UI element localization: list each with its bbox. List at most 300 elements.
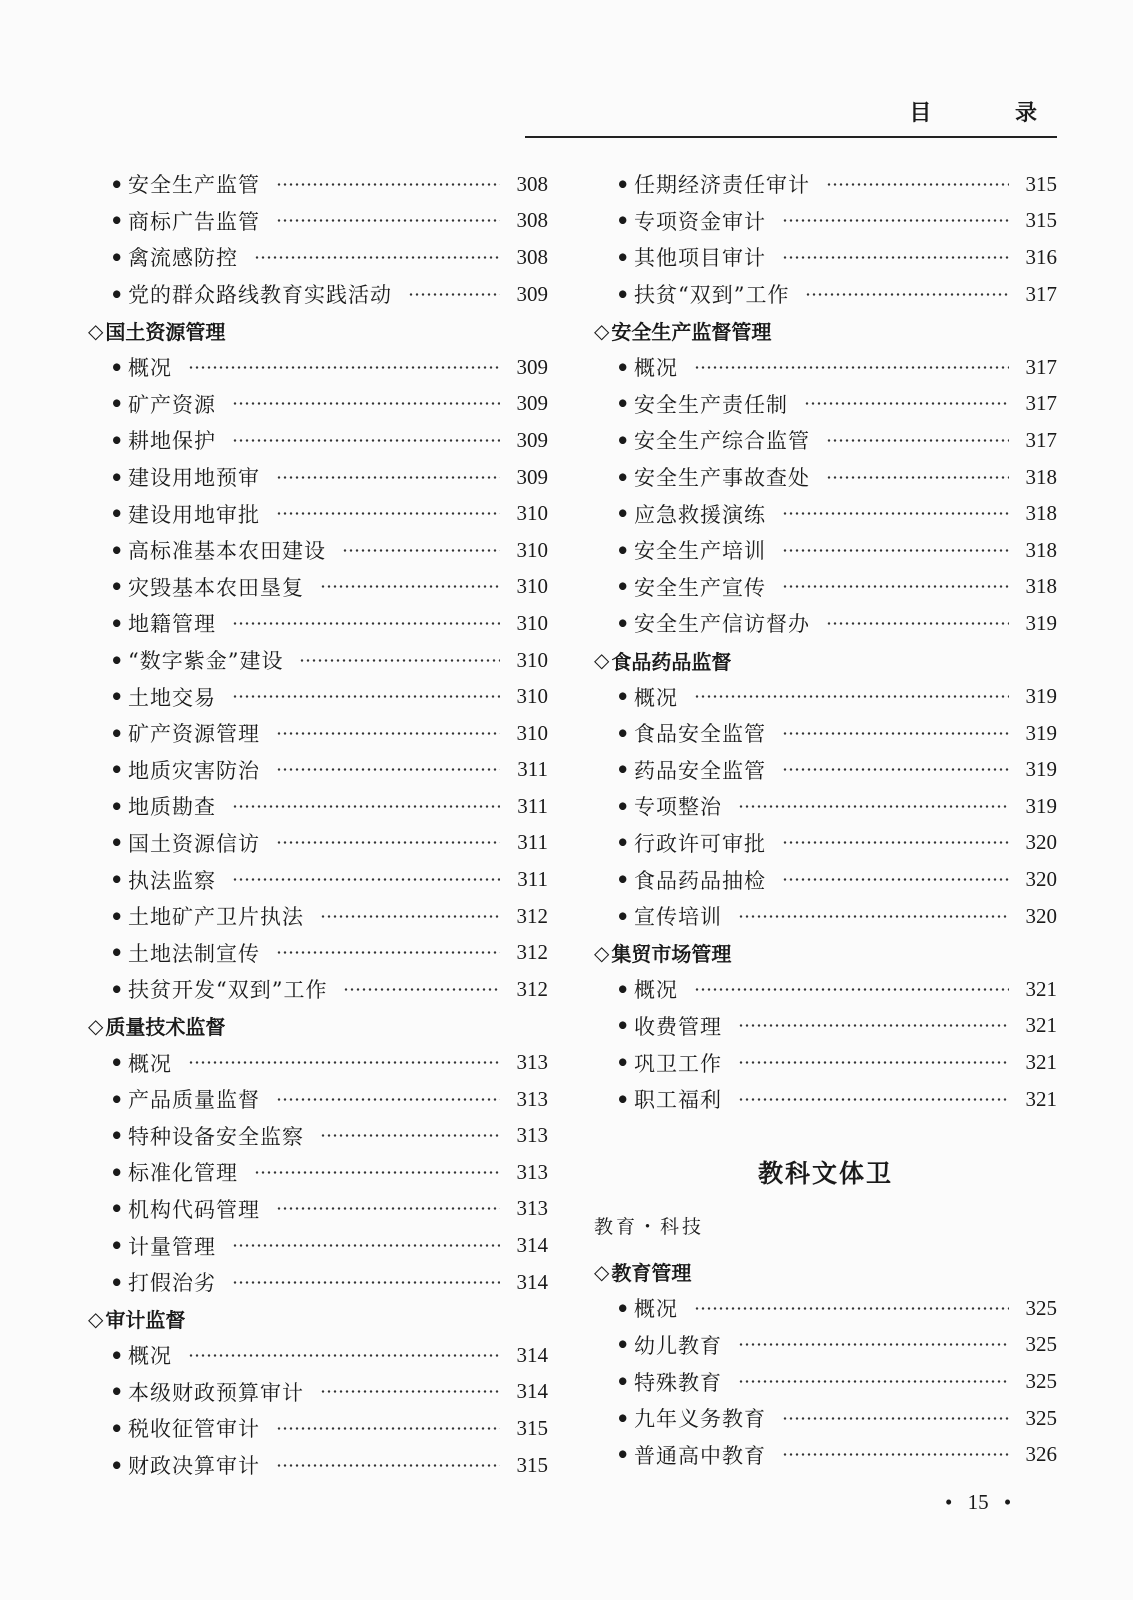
- toc-section-heading[interactable]: [88, 312, 548, 349]
- toc-entry-title: 应急救援演练: [634, 502, 766, 527]
- bullet-marker: •: [110, 1086, 124, 1112]
- bullet-marker: •: [110, 976, 124, 1002]
- toc-section-heading[interactable]: [88, 1300, 548, 1337]
- dot-leader: [232, 805, 500, 808]
- bullet-marker: •: [110, 867, 124, 893]
- dot-leader: [694, 1307, 1009, 1310]
- dot-leader: [232, 695, 500, 698]
- toc-page-number: 310: [516, 501, 548, 526]
- toc-entry[interactable]: [594, 752, 1057, 789]
- toc-entry[interactable]: [594, 1327, 1057, 1364]
- bullet-marker: •: [110, 1123, 124, 1149]
- dot-leader: [782, 256, 1009, 259]
- toc-entry[interactable]: [594, 495, 1057, 532]
- toc-entry-title: 禽流感防控: [128, 246, 238, 271]
- toc-page-number: 309: [516, 427, 548, 452]
- toc-entry[interactable]: [594, 459, 1057, 496]
- bullet-marker: •: [110, 1452, 124, 1478]
- toc-entry[interactable]: [88, 825, 548, 862]
- toc-entry-title: 高标准基本农田建设: [128, 539, 326, 564]
- diamond-icon: ◇: [594, 940, 610, 965]
- toc-page-number: 309: [516, 354, 548, 379]
- toc-page-number: 319: [1025, 793, 1057, 818]
- bullet-marker: •: [110, 244, 124, 270]
- toc-entry[interactable]: [88, 349, 548, 386]
- toc-entry-title: 安全生产信访督办: [634, 612, 810, 637]
- toc-entry[interactable]: [88, 642, 548, 679]
- bullet-marker: •: [110, 501, 124, 527]
- toc-entry-title: 安全生产监管: [128, 173, 260, 198]
- toc-page-number: 308: [516, 171, 548, 196]
- diamond-icon: ◇: [594, 318, 610, 343]
- dot-leader: [276, 1207, 500, 1210]
- toc-page-number: 317: [1025, 391, 1057, 416]
- dot-leader: [320, 585, 500, 588]
- bullet-marker: •: [110, 793, 124, 819]
- dot-leader: [782, 768, 1009, 771]
- toc-page-number: 311: [517, 830, 548, 855]
- toc-entry-title: 职工福利: [634, 1088, 722, 1113]
- toc-page-number: 319: [1025, 610, 1057, 635]
- toc-page-number: 313: [516, 1196, 548, 1221]
- toc-entry[interactable]: [594, 569, 1057, 606]
- bullet-marker: •: [616, 354, 630, 380]
- toc-page-number: 311: [517, 757, 548, 782]
- footer-mark-right: •: [1003, 1490, 1012, 1514]
- dot-leader: [276, 1098, 500, 1101]
- toc-page-number: 315: [516, 1415, 548, 1440]
- bullet-marker: •: [110, 830, 124, 856]
- toc-entry[interactable]: [88, 605, 548, 642]
- dot-leader: [826, 183, 1009, 186]
- toc-entry-title: 巩卫工作: [634, 1051, 722, 1076]
- toc-entry[interactable]: [88, 1154, 548, 1191]
- dot-leader: [782, 878, 1009, 881]
- toc-page-number: 318: [1025, 537, 1057, 562]
- toc-entry-title: 特殊教育: [634, 1370, 722, 1395]
- bullet-marker: •: [616, 208, 630, 234]
- toc-entry[interactable]: [594, 1400, 1057, 1437]
- toc-right-column: [594, 166, 1057, 1473]
- bullet-marker: •: [110, 208, 124, 234]
- toc-entry[interactable]: [594, 532, 1057, 569]
- toc-entry-title: 特种设备安全监察: [128, 1124, 304, 1149]
- diamond-icon: ◇: [594, 1259, 610, 1284]
- toc-entry-title: 本级财政预算审计: [128, 1380, 304, 1405]
- bullet-marker: •: [110, 647, 124, 673]
- toc-page-number: 310: [516, 537, 548, 562]
- toc-page-number: 317: [1025, 427, 1057, 452]
- toc-page-number: 308: [516, 244, 548, 269]
- toc-entry[interactable]: [88, 1410, 548, 1447]
- dot-leader: [320, 1390, 500, 1393]
- toc-entry-title: 灾毁基本农田垦复: [128, 575, 304, 600]
- header-title: 目 录: [909, 101, 1075, 126]
- toc-page-number: 313: [516, 1086, 548, 1111]
- toc-page-number: 316: [1025, 244, 1057, 269]
- toc-entry[interactable]: [88, 934, 548, 971]
- toc-entry[interactable]: [88, 569, 548, 606]
- bullet-marker: •: [616, 1013, 630, 1039]
- dot-leader: [320, 1134, 500, 1137]
- toc-entry-title: 专项资金审计: [634, 209, 766, 234]
- bullet-marker: •: [110, 610, 124, 636]
- dot-leader: [738, 1024, 1009, 1027]
- toc-entry[interactable]: [594, 605, 1057, 642]
- bullet-marker: •: [110, 1415, 124, 1441]
- toc-entry[interactable]: [594, 1081, 1057, 1118]
- toc-entry[interactable]: [88, 715, 548, 752]
- toc-entry-title: 任期经济责任审计: [634, 173, 810, 198]
- toc-entry[interactable]: [88, 898, 548, 935]
- toc-entry-title: 概况: [634, 685, 678, 710]
- bullet-marker: •: [616, 1405, 630, 1431]
- diamond-icon: ◇: [88, 1306, 104, 1331]
- toc-entry[interactable]: [594, 1008, 1057, 1045]
- toc-entry-title: 扶贫开发“双到”工作: [128, 978, 328, 1003]
- toc-page-number: 312: [516, 940, 548, 965]
- dot-leader: [254, 256, 500, 259]
- bullet-marker: •: [616, 171, 630, 197]
- dot-leader: [738, 1098, 1009, 1101]
- toc-entry[interactable]: [594, 861, 1057, 898]
- toc-page-number: 325: [1025, 1332, 1057, 1357]
- toc-page-number: 312: [516, 976, 548, 1001]
- toc-entry[interactable]: [88, 788, 548, 825]
- bullet-marker: •: [616, 1050, 630, 1076]
- dot-leader: [694, 366, 1009, 369]
- toc-section-title: 教育管理: [611, 1261, 692, 1286]
- toc-page-number: 318: [1025, 501, 1057, 526]
- toc-entry[interactable]: [88, 678, 548, 715]
- dot-leader: [826, 439, 1009, 442]
- toc-page-number: 319: [1025, 720, 1057, 745]
- bullet-marker: •: [110, 427, 124, 453]
- toc-page-number: 320: [1025, 867, 1057, 892]
- toc-page-number: 309: [516, 464, 548, 489]
- dot-leader: [804, 402, 1009, 405]
- toc-page-number: 325: [1025, 1369, 1057, 1394]
- dot-leader: [276, 1464, 500, 1467]
- bullet-marker: •: [616, 391, 630, 417]
- toc-page-number: 314: [516, 1269, 548, 1294]
- toc-entry-title: 食品安全监管: [634, 722, 766, 747]
- toc-entry-title: 产品质量监督: [128, 1088, 260, 1113]
- toc-entry-title: “数字紫金”建设: [128, 649, 284, 674]
- toc-entry[interactable]: [88, 276, 548, 313]
- bullet-marker: •: [616, 1332, 630, 1358]
- toc-entry-title: 税收征管审计: [128, 1417, 260, 1442]
- bullet-marker: •: [616, 537, 630, 563]
- footer-mark-left: •: [945, 1490, 953, 1514]
- toc-entry-title: 执法监察: [128, 868, 216, 893]
- toc-entry-title: 普通高中教育: [634, 1443, 766, 1468]
- bullet-marker: •: [110, 757, 124, 783]
- toc-entry-title: 九年义务教育: [634, 1407, 766, 1432]
- toc-entry-title: 安全生产培训: [634, 539, 766, 564]
- dot-leader: [276, 1427, 500, 1430]
- dot-leader: [782, 219, 1009, 222]
- toc-entry-title: 财政决算审计: [128, 1454, 260, 1479]
- dot-leader: [738, 805, 1009, 808]
- toc-entry[interactable]: [88, 752, 548, 789]
- toc-entry-title: 安全生产宣传: [634, 575, 766, 600]
- bullet-marker: •: [110, 720, 124, 746]
- toc-entry-title: 概况: [634, 356, 678, 381]
- dot-leader: [782, 549, 1009, 552]
- toc-entry-title: 概况: [128, 1051, 172, 1076]
- toc-page-number: 314: [516, 1233, 548, 1258]
- bullet-marker: •: [110, 171, 124, 197]
- dot-leader: [782, 512, 1009, 515]
- toc-page-number: 311: [517, 793, 548, 818]
- toc-entry[interactable]: [88, 239, 548, 276]
- toc-section-heading[interactable]: [88, 1008, 548, 1045]
- toc-entry-title: 地籍管理: [128, 612, 216, 637]
- toc-entry[interactable]: [594, 1044, 1057, 1081]
- toc-section-title: 食品药品监督: [611, 649, 732, 674]
- dot-leader: [232, 402, 500, 405]
- dot-leader: [188, 1061, 500, 1064]
- dot-leader: [782, 841, 1009, 844]
- bullet-marker: •: [616, 281, 630, 307]
- bullet-marker: •: [110, 1379, 124, 1405]
- toc-entry[interactable]: [594, 386, 1057, 423]
- toc-entry-title: 安全生产事故查处: [634, 466, 810, 491]
- toc-entry[interactable]: [88, 1374, 548, 1411]
- toc-section-heading[interactable]: [594, 934, 1057, 971]
- dot-leader: [342, 549, 500, 552]
- toc-entry-title: 概况: [634, 978, 678, 1003]
- toc-entry-title: 机构代码管理: [128, 1197, 260, 1222]
- toc-entry[interactable]: [88, 1227, 548, 1264]
- toc-entry[interactable]: [88, 203, 548, 240]
- page-header: [525, 92, 1075, 138]
- toc-page-number: 314: [516, 1379, 548, 1404]
- bullet-marker: •: [110, 1233, 124, 1259]
- bullet-marker: •: [616, 793, 630, 819]
- bullet-marker: •: [616, 427, 630, 453]
- dot-leader: [276, 183, 500, 186]
- bullet-marker: •: [616, 720, 630, 746]
- toc-entry[interactable]: [594, 1363, 1057, 1400]
- toc-page-number: 312: [516, 903, 548, 928]
- toc-subpart-title: 教育・科技: [594, 1215, 705, 1238]
- toc-entry-title: 宣传培训: [634, 905, 722, 930]
- toc-entry-title: 矿产资源: [128, 392, 216, 417]
- toc-section-title: 审计监督: [105, 1308, 186, 1333]
- bullet-marker: •: [616, 1442, 630, 1468]
- toc-entry[interactable]: [88, 1044, 548, 1081]
- toc-section-title: 集贸市场管理: [611, 942, 732, 967]
- toc-entry[interactable]: [88, 1081, 548, 1118]
- toc-entry[interactable]: [88, 422, 548, 459]
- toc-entry-title: 概况: [634, 1297, 678, 1322]
- toc-entry-title: 耕地保护: [128, 429, 216, 454]
- toc-page-number: 321: [1025, 976, 1057, 1001]
- dot-leader: [826, 622, 1009, 625]
- toc-page-number: 310: [516, 610, 548, 635]
- toc-part-title: 教科文体卫: [757, 1159, 893, 1189]
- toc-page-number: 321: [1025, 1050, 1057, 1075]
- dot-leader: [408, 293, 500, 296]
- toc-section-heading[interactable]: [594, 1253, 1057, 1290]
- toc-entry[interactable]: [594, 276, 1057, 313]
- dot-leader: [232, 439, 500, 442]
- toc-page-number: 314: [516, 1342, 548, 1367]
- dot-leader: [738, 1380, 1009, 1383]
- toc-page-number: 318: [1025, 574, 1057, 599]
- toc-page-number: 320: [1025, 830, 1057, 855]
- toc-entry-title: 土地法制宣传: [128, 941, 260, 966]
- bullet-marker: •: [616, 244, 630, 270]
- toc-page-number: 320: [1025, 903, 1057, 928]
- toc-entry[interactable]: [594, 825, 1057, 862]
- dot-leader: [232, 878, 500, 881]
- toc-entry[interactable]: [594, 715, 1057, 752]
- toc-entry[interactable]: [88, 386, 548, 423]
- toc-entry[interactable]: [594, 971, 1057, 1008]
- toc-entry[interactable]: [88, 971, 548, 1008]
- toc-section-title: 国土资源管理: [105, 320, 226, 345]
- dot-leader: [782, 585, 1009, 588]
- toc-entry-title: 土地交易: [128, 685, 216, 710]
- toc-spacer: [594, 1117, 1057, 1147]
- bullet-marker: •: [616, 574, 630, 600]
- toc-entry-title: 计量管理: [128, 1234, 216, 1259]
- toc-entry[interactable]: [594, 239, 1057, 276]
- bullet-marker: •: [110, 940, 124, 966]
- toc-entry-title: 商标广告监管: [128, 209, 260, 234]
- dot-leader: [254, 1171, 500, 1174]
- bullet-marker: •: [110, 537, 124, 563]
- toc-page-number: 310: [516, 574, 548, 599]
- bullet-marker: •: [616, 976, 630, 1002]
- toc-entry[interactable]: [88, 532, 548, 569]
- toc-section-title: 安全生产监督管理: [611, 320, 772, 345]
- page-number: 15: [967, 1490, 989, 1514]
- dot-leader: [343, 988, 500, 991]
- bullet-marker: •: [616, 501, 630, 527]
- toc-page-number: 318: [1025, 464, 1057, 489]
- toc-entry[interactable]: [88, 861, 548, 898]
- diamond-icon: ◇: [88, 1013, 104, 1038]
- toc-entry-title: 食品药品抽检: [634, 868, 766, 893]
- toc-entry[interactable]: [88, 1447, 548, 1484]
- bullet-marker: •: [110, 684, 124, 710]
- toc-entry[interactable]: [594, 898, 1057, 935]
- toc-entry[interactable]: [594, 203, 1057, 240]
- toc-page-number: 310: [516, 720, 548, 745]
- dot-leader: [738, 1061, 1009, 1064]
- bullet-marker: •: [616, 464, 630, 490]
- toc-entry-title: 建设用地审批: [128, 502, 260, 527]
- dot-leader: [299, 659, 500, 662]
- toc-page-number: 319: [1025, 757, 1057, 782]
- dot-leader: [276, 768, 500, 771]
- toc-entry[interactable]: [88, 1337, 548, 1374]
- dot-leader: [232, 1281, 500, 1284]
- toc-entry-title: 概况: [128, 1344, 172, 1369]
- toc-entry-title: 地质勘查: [128, 795, 216, 820]
- toc-entry[interactable]: [594, 1290, 1057, 1327]
- dot-leader: [232, 1244, 500, 1247]
- toc-page-number: 315: [516, 1452, 548, 1477]
- bullet-marker: •: [110, 281, 124, 307]
- toc-page-number: 315: [1025, 171, 1057, 196]
- toc-page-number: 315: [1025, 208, 1057, 233]
- dot-leader: [782, 1453, 1009, 1456]
- bullet-marker: •: [616, 1295, 630, 1321]
- toc-entry[interactable]: [594, 166, 1057, 203]
- toc-entry[interactable]: [88, 459, 548, 496]
- dot-leader: [782, 732, 1009, 735]
- toc-left-column: [88, 166, 548, 1483]
- bullet-marker: •: [110, 1269, 124, 1295]
- bullet-marker: •: [110, 1342, 124, 1368]
- toc-page-number: 326: [1025, 1442, 1057, 1467]
- toc-entry[interactable]: [594, 788, 1057, 825]
- dot-leader: [276, 476, 500, 479]
- dot-leader: [694, 695, 1009, 698]
- toc-entry-title: 收费管理: [634, 1014, 722, 1039]
- toc-page-number: 313: [516, 1159, 548, 1184]
- bullet-marker: •: [616, 1086, 630, 1112]
- toc-entry[interactable]: [88, 1117, 548, 1154]
- toc-entry[interactable]: [594, 422, 1057, 459]
- dot-leader: [320, 915, 500, 918]
- toc-entry-title: 打假治劣: [128, 1271, 216, 1296]
- toc-page-number: 325: [1025, 1295, 1057, 1320]
- toc-entry-title: 矿产资源管理: [128, 722, 260, 747]
- diamond-icon: ◇: [594, 648, 610, 673]
- dot-leader: [232, 622, 500, 625]
- toc-entry-title: 专项整治: [634, 795, 722, 820]
- toc-page-number: 325: [1025, 1405, 1057, 1430]
- toc-entry-title: 扶贫“双到”工作: [634, 283, 790, 308]
- toc-section-heading[interactable]: [594, 642, 1057, 679]
- toc-section-heading[interactable]: [594, 312, 1057, 349]
- toc-entry-title: 幼儿教育: [634, 1333, 722, 1358]
- toc-entry[interactable]: [594, 678, 1057, 715]
- bullet-marker: •: [110, 1196, 124, 1222]
- bullet-marker: •: [110, 464, 124, 490]
- bullet-marker: •: [110, 903, 124, 929]
- toc-entry-title: 行政许可审批: [634, 831, 766, 856]
- toc-page-number: 310: [516, 647, 548, 672]
- toc-entry-title: 安全生产综合监管: [634, 429, 810, 454]
- toc-entry[interactable]: [594, 349, 1057, 386]
- toc-entry[interactable]: [594, 1436, 1057, 1473]
- dot-leader: [188, 366, 500, 369]
- toc-entry[interactable]: [88, 495, 548, 532]
- bullet-marker: •: [110, 1050, 124, 1076]
- bullet-marker: •: [110, 391, 124, 417]
- dot-leader: [805, 293, 1009, 296]
- bullet-marker: •: [616, 757, 630, 783]
- toc-entry[interactable]: [88, 1191, 548, 1228]
- toc-entry-title: 建设用地预审: [128, 466, 260, 491]
- toc-entry-title: 地质灾害防治: [128, 758, 260, 783]
- toc-page-number: 321: [1025, 1013, 1057, 1038]
- bullet-marker: •: [616, 903, 630, 929]
- toc-entry[interactable]: [88, 1264, 548, 1301]
- diamond-icon: ◇: [88, 318, 104, 343]
- toc-page-number: 319: [1025, 684, 1057, 709]
- dot-leader: [188, 1354, 500, 1357]
- toc-page-number: 321: [1025, 1086, 1057, 1111]
- toc-entry[interactable]: [88, 166, 548, 203]
